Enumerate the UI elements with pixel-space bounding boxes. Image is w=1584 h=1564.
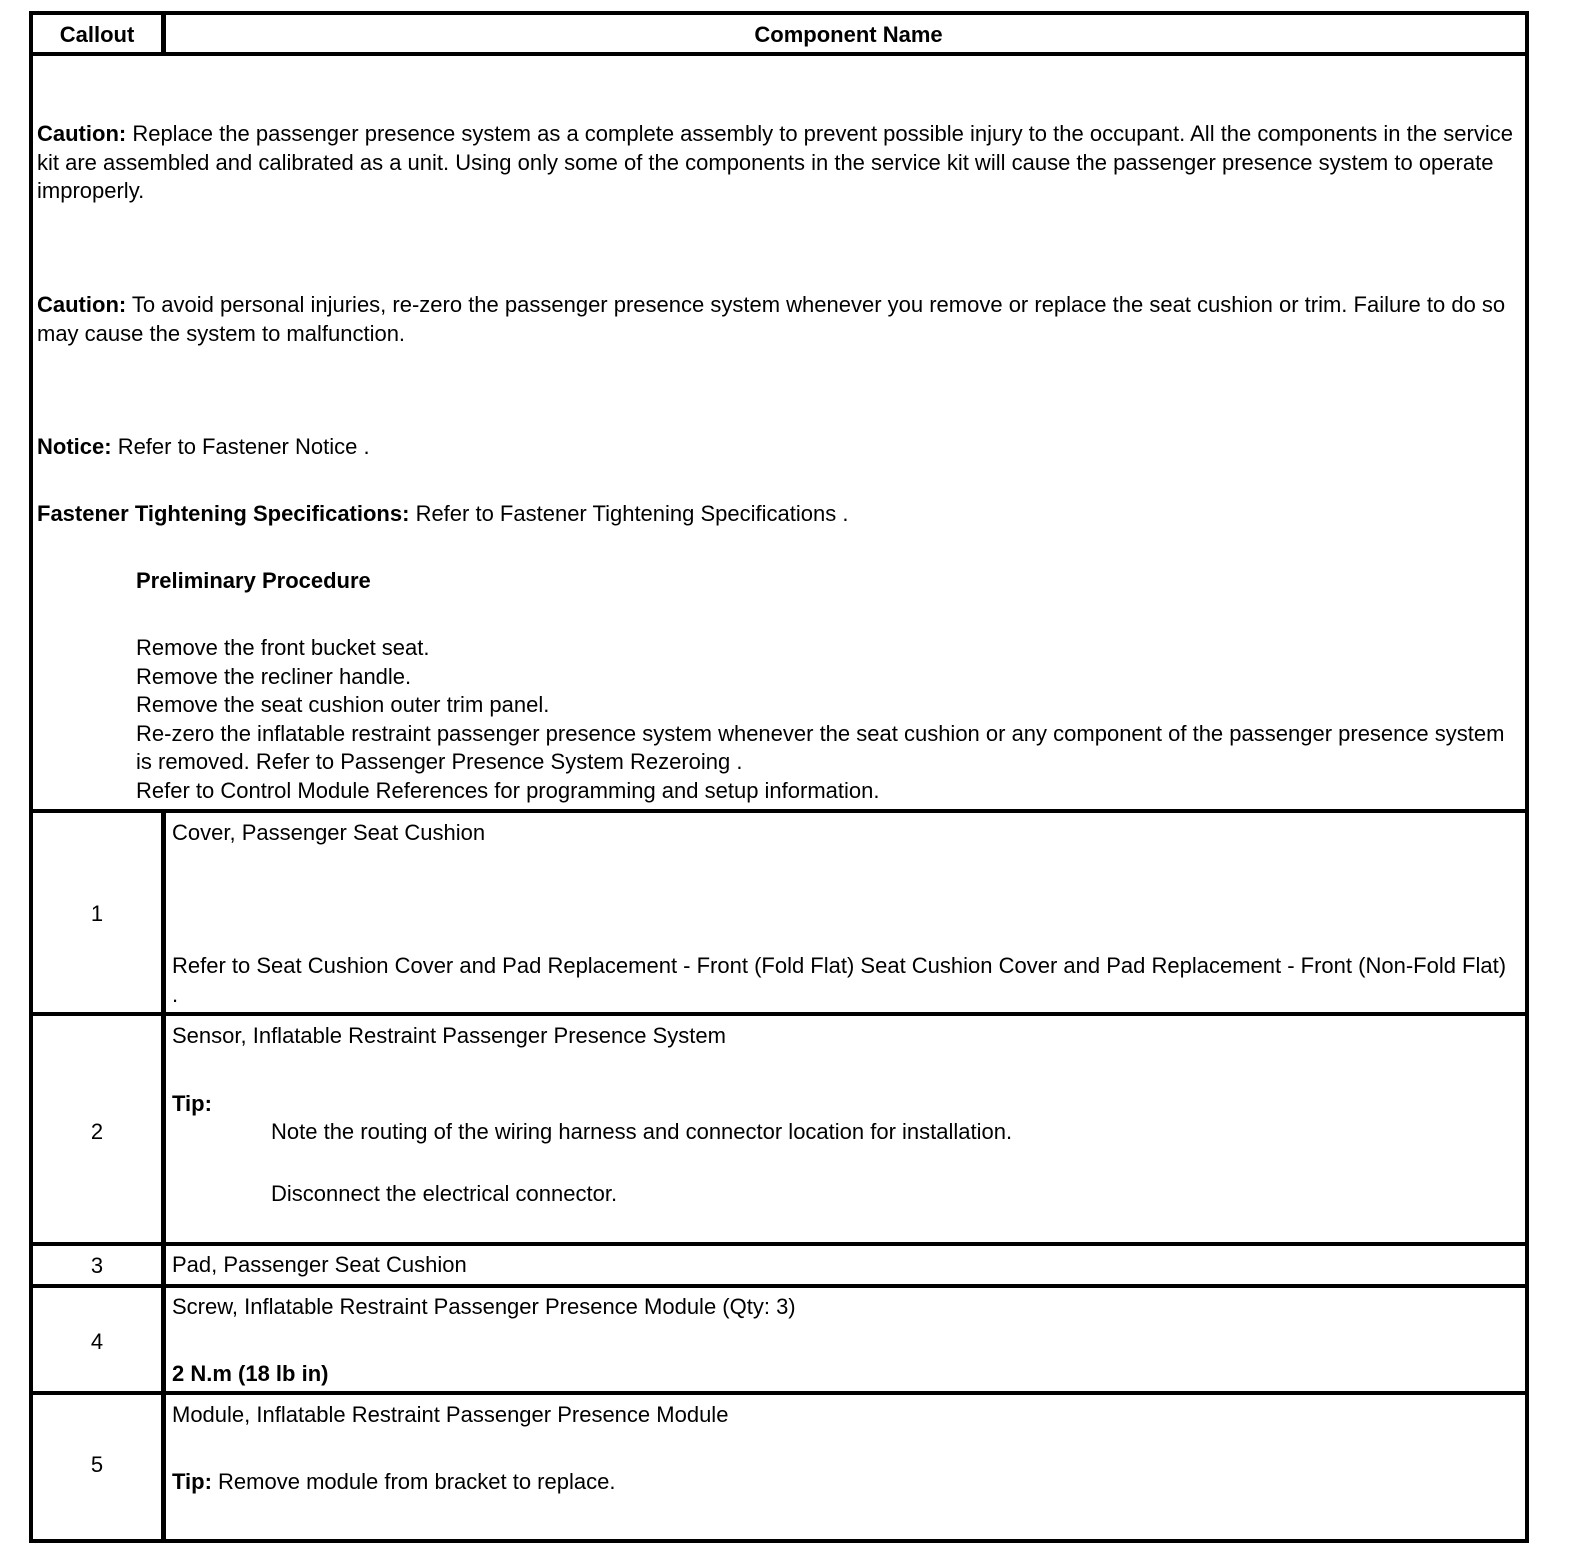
notice	[37, 433, 370, 462]
component-name-header: Component Name	[754, 22, 943, 47]
table-row	[33, 1016, 1525, 1246]
step-item: Refer to Control Module References for programming and setup information.	[136, 777, 880, 803]
component-note: Refer to Seat Cushion Cover and Pad Replacement - Front (Fold Flat) Seat Cushion Cover and Pad Replacement - Front (Non-Fold Flat) .	[172, 953, 1507, 1007]
step-item: Remove the seat cushion outer trim panel.	[136, 692, 550, 717]
component-name: Module, Inflatable Restraint Passenger Presence Module	[172, 1402, 729, 1427]
component-name: Cover, Passenger Seat Cushion	[172, 820, 486, 845]
fastener-spec-label: Fastener Tightening Specifications:	[37, 501, 410, 526]
caution-2-text: To avoid personal injuries, re-zero the passenger presence system whenever you remove or replace the seat cushion or trim. Failure to do so may cause the system to malfunction.	[37, 292, 1506, 346]
step-item: Remove the front bucket seat.	[136, 635, 430, 660]
preliminary-steps	[136, 634, 1513, 805]
step-item: Remove the recliner handle.	[136, 663, 412, 689]
table-row	[33, 1288, 1525, 1395]
fastener-spec-text: Refer to Fastener Tightening Specifications .	[415, 501, 849, 526]
callout-number: 4	[90, 1329, 104, 1354]
table-row	[33, 813, 1525, 1016]
tip-label: Tip:	[172, 1091, 212, 1116]
callout-number: 2	[90, 1119, 104, 1144]
callout-number: 3	[90, 1253, 104, 1278]
component-name-header-cell	[172, 22, 1525, 48]
notice-text: Refer to Fastener Notice .	[117, 434, 370, 459]
component-table	[29, 11, 1529, 1543]
caution-1	[37, 120, 1517, 206]
table-row	[33, 1395, 1525, 1539]
tip-item: Disconnect the electrical connector.	[271, 1181, 618, 1206]
caution-1-label: Caution:	[37, 121, 127, 146]
caution-2	[37, 291, 1517, 348]
component-name: Pad, Passenger Seat Cushion	[172, 1252, 467, 1277]
callout-number: 5	[90, 1452, 104, 1477]
tip	[172, 1468, 615, 1497]
torque-spec: 2 N.m (18 lb in)	[172, 1361, 329, 1386]
callout-header: Callout	[59, 22, 135, 47]
notice-label: Notice:	[37, 434, 112, 459]
component-name: Sensor, Inflatable Restraint Passenger Presence System	[172, 1023, 726, 1048]
table-row	[33, 1246, 1525, 1288]
step-item: Re-zero the inflatable restraint passenger presence system whenever the seat cushion or any component of the passenger presence system is removed. Refer to Passenger Presence System Rezeroing .	[136, 720, 1505, 774]
callout-column-header-cell	[33, 15, 166, 52]
table-header-row	[33, 15, 1525, 56]
tip-text: Remove module from bracket to replace.	[218, 1469, 616, 1494]
preliminary-procedure-title: Preliminary Procedure	[136, 568, 371, 593]
callout-number: 1	[90, 901, 104, 926]
preamble-row	[33, 56, 1525, 813]
component-name: Screw, Inflatable Restraint Passenger Presence Module (Qty: 3)	[172, 1294, 796, 1319]
fastener-spec	[37, 500, 848, 529]
tip-label: Tip:	[172, 1469, 212, 1494]
tip-item: Note the routing of the wiring harness and connector location for installation.	[271, 1119, 1013, 1144]
caution-2-label: Caution:	[37, 292, 127, 317]
caution-1-text: Replace the passenger presence system as a complete assembly to prevent possible injury to the occupant. All the components in the service kit are assembled and calibrated as a unit. Using only some of the components in the service kit will cause the passenger presence system to operate improperly.	[37, 121, 1513, 203]
